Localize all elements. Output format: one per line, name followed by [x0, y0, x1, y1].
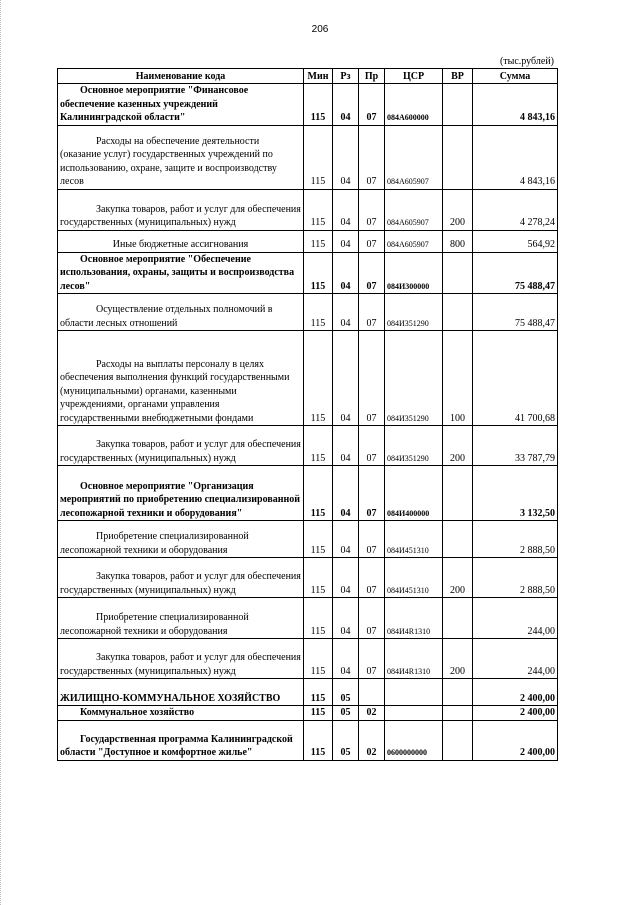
row-sum: 4 278,24 — [473, 189, 558, 230]
table-row — [58, 521, 558, 558]
row-vr: 200 — [443, 639, 473, 679]
table-row — [58, 294, 558, 331]
row-csr: 084И451310 — [385, 558, 443, 598]
row-vr — [443, 720, 473, 760]
row-vr — [443, 294, 473, 331]
row-sum: 244,00 — [473, 639, 558, 679]
table-row — [58, 84, 558, 126]
row-sum: 244,00 — [473, 598, 558, 639]
row-csr: 084И300000 — [385, 252, 443, 294]
row-rz: 04 — [333, 639, 359, 679]
row-rz: 04 — [333, 466, 359, 521]
row-sum: 2 400,00 — [473, 720, 558, 760]
header-csr: ЦСР — [385, 69, 443, 84]
row-pr: 02 — [359, 720, 385, 760]
row-min: 115 — [304, 521, 333, 558]
row-min: 115 — [304, 84, 333, 126]
row-name: Осуществление отдельных полномочий в области лесных отношений — [58, 294, 304, 331]
row-min: 115 — [304, 466, 333, 521]
header-pr: Пр — [359, 69, 385, 84]
row-min: 115 — [304, 598, 333, 639]
row-min: 115 — [304, 331, 333, 426]
table-row — [58, 598, 558, 639]
row-sum: 75 488,47 — [473, 252, 558, 294]
row-vr — [443, 706, 473, 721]
row-pr: 07 — [359, 252, 385, 294]
budget-table — [57, 68, 558, 761]
row-vr: 200 — [443, 189, 473, 230]
row-name: ЖИЛИЩНО-КОММУНАЛЬНОЕ ХОЗЯЙСТВО — [58, 679, 304, 706]
row-csr: 084А600000 — [385, 84, 443, 126]
row-csr: 0600000000 — [385, 720, 443, 760]
row-min: 115 — [304, 679, 333, 706]
row-name: Государственная программа Калининградской области "Доступное и комфортное жилье" — [58, 720, 304, 760]
row-pr: 07 — [359, 331, 385, 426]
row-pr: 07 — [359, 230, 385, 252]
row-rz: 04 — [333, 598, 359, 639]
row-name: Расходы на выплаты персоналу в целях обеспечения выполнения функций государственными (муниципальными) органами, казенными учреждениями, органами управления государственными внебюджетными фондами — [58, 331, 304, 426]
row-pr: 07 — [359, 426, 385, 466]
row-pr: 07 — [359, 466, 385, 521]
row-name: Закупка товаров, работ и услуг для обеспечения государственных (муниципальных) нужд — [58, 558, 304, 598]
row-csr: 084И351290 — [385, 331, 443, 426]
row-vr — [443, 679, 473, 706]
row-name: Приобретение специализированной лесопожарной техники и оборудования — [58, 598, 304, 639]
scan-margin — [0, 0, 7, 905]
row-pr: 07 — [359, 598, 385, 639]
row-vr: 200 — [443, 426, 473, 466]
row-min: 115 — [304, 125, 333, 189]
table-header-row — [58, 69, 558, 84]
row-name: Иные бюджетные ассигнования — [58, 230, 304, 252]
row-sum: 2 400,00 — [473, 706, 558, 721]
row-min: 115 — [304, 294, 333, 331]
row-vr — [443, 466, 473, 521]
row-name: Закупка товаров, работ и услуг для обеспечения государственных (муниципальных) нужд — [58, 639, 304, 679]
row-csr: 084А605907 — [385, 125, 443, 189]
table-row — [58, 125, 558, 189]
row-rz: 04 — [333, 426, 359, 466]
table-row — [58, 189, 558, 230]
row-vr — [443, 84, 473, 126]
row-rz: 04 — [333, 558, 359, 598]
row-name: Основное мероприятие "Обеспечение использования, охраны, защиты и воспроизводства лесов" — [58, 252, 304, 294]
row-csr: 084И351290 — [385, 294, 443, 331]
row-rz: 05 — [333, 679, 359, 706]
row-csr — [385, 679, 443, 706]
row-vr — [443, 598, 473, 639]
row-min: 115 — [304, 426, 333, 466]
row-vr — [443, 125, 473, 189]
row-min: 115 — [304, 639, 333, 679]
row-sum: 2 400,00 — [473, 679, 558, 706]
row-name: Коммунальное хозяйство — [58, 706, 304, 721]
row-pr: 07 — [359, 125, 385, 189]
table-row — [58, 558, 558, 598]
row-sum: 3 132,50 — [473, 466, 558, 521]
row-min: 115 — [304, 189, 333, 230]
header-vr: ВР — [443, 69, 473, 84]
row-min: 115 — [304, 230, 333, 252]
row-pr: 07 — [359, 189, 385, 230]
row-vr: 200 — [443, 558, 473, 598]
row-vr: 100 — [443, 331, 473, 426]
row-rz: 05 — [333, 706, 359, 721]
row-vr — [443, 252, 473, 294]
row-pr: 07 — [359, 558, 385, 598]
row-sum: 4 843,16 — [473, 84, 558, 126]
row-csr: 084И351290 — [385, 426, 443, 466]
row-pr: 07 — [359, 294, 385, 331]
row-sum: 75 488,47 — [473, 294, 558, 331]
row-name: Основное мероприятие "Организация мероприятий по приобретению специализированной лесопожарной техники и оборудования" — [58, 466, 304, 521]
header-sum: Сумма — [473, 69, 558, 84]
row-rz: 05 — [333, 720, 359, 760]
row-csr: 084И4R1310 — [385, 598, 443, 639]
units-label: (тыс.рублей) — [499, 56, 554, 67]
row-min: 115 — [304, 720, 333, 760]
row-csr: 084А605907 — [385, 189, 443, 230]
row-csr: 084И451310 — [385, 521, 443, 558]
row-pr: 07 — [359, 639, 385, 679]
row-name: Закупка товаров, работ и услуг для обеспечения государственных (муниципальных) нужд — [58, 426, 304, 466]
row-min: 115 — [304, 558, 333, 598]
row-pr: 07 — [359, 521, 385, 558]
row-name: Приобретение специализированной лесопожарной техники и оборудования — [58, 521, 304, 558]
row-sum: 564,92 — [473, 230, 558, 252]
row-min: 115 — [304, 706, 333, 721]
row-name: Закупка товаров, работ и услуг для обеспечения государственных (муниципальных) нужд — [58, 189, 304, 230]
row-vr — [443, 521, 473, 558]
table-row — [58, 252, 558, 294]
row-rz: 04 — [333, 84, 359, 126]
row-rz: 04 — [333, 252, 359, 294]
table-row — [58, 331, 558, 426]
row-csr: 084И400000 — [385, 466, 443, 521]
row-sum: 2 888,50 — [473, 521, 558, 558]
table-row — [58, 679, 558, 706]
header-name: Наименование кода — [58, 69, 304, 84]
row-sum: 41 700,68 — [473, 331, 558, 426]
table-row — [58, 466, 558, 521]
row-min: 115 — [304, 252, 333, 294]
table-row — [58, 426, 558, 466]
table-row — [58, 720, 558, 760]
header-rz: Рз — [333, 69, 359, 84]
table-row — [58, 706, 558, 721]
row-vr: 800 — [443, 230, 473, 252]
row-pr — [359, 679, 385, 706]
header-min: Мин — [304, 69, 333, 84]
row-rz: 04 — [333, 230, 359, 252]
row-rz: 04 — [333, 189, 359, 230]
row-name: Расходы на обеспечение деятельности (оказание услуг) государственных учреждений по использованию, охране, защите и воспроизводству лесов — [58, 125, 304, 189]
table-row — [58, 230, 558, 252]
row-rz: 04 — [333, 125, 359, 189]
row-csr: 084А605907 — [385, 230, 443, 252]
page-number: 206 — [311, 24, 329, 35]
table-row — [58, 639, 558, 679]
row-rz: 04 — [333, 294, 359, 331]
row-rz: 04 — [333, 331, 359, 426]
row-sum: 33 787,79 — [473, 426, 558, 466]
row-sum: 4 843,16 — [473, 125, 558, 189]
row-csr: 084И4R1310 — [385, 639, 443, 679]
row-name: Основное мероприятие "Финансовое обеспечение казенных учреждений Калининградской области" — [58, 84, 304, 126]
row-sum: 2 888,50 — [473, 558, 558, 598]
row-pr: 07 — [359, 84, 385, 126]
row-pr: 02 — [359, 706, 385, 721]
row-rz: 04 — [333, 521, 359, 558]
row-csr — [385, 706, 443, 721]
